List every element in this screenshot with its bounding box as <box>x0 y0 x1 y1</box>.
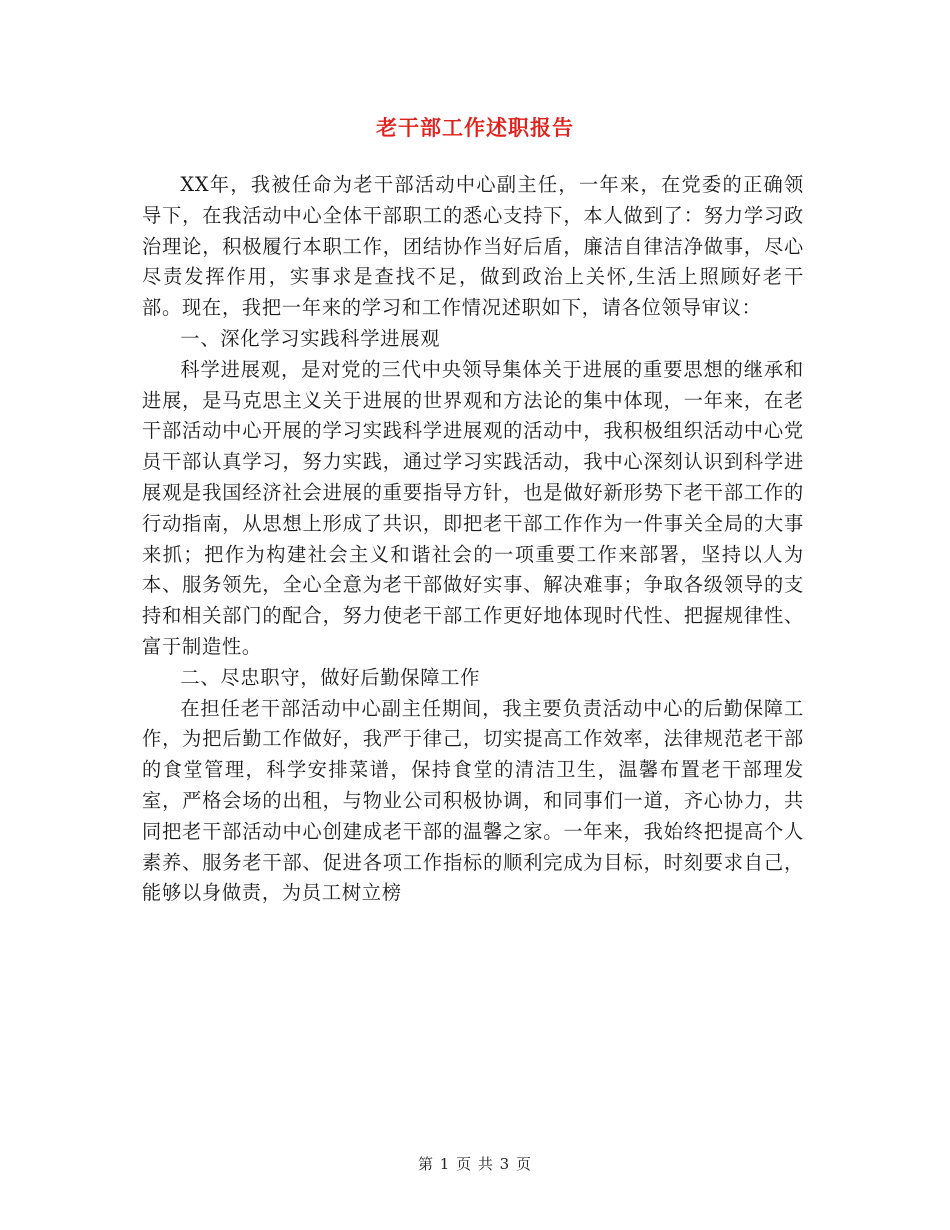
paragraph-section-1: 科学进展观，是对党的三代中央领导集体关于进展的重要思想的继承和进展，是马克思主义关于进展的世界观和方法论的集中体现，一年来，在老干部活动中心开展的学习实践科学进展观的活动中，我积极组织活动中心党员干部认真学习，努力实践，通过学习实践活动，我中心深刻认识到科学进展观是我国经济社会进展的重要指导方针，也是做好新形势下老干部工作的行动指南，从思想上形成了共识，即把老干部工作作为一件事关全局的大事来抓；把作为构建社会主义和谐社会的一项重要工作来部署，坚持以人为本、服务领先，全心全意为老干部做好实事、解决难事；争取各级领导的支持和相关部门的配合，努力使老干部工作更好地体现时代性、把握规律性、富于制造性。 <box>142 357 804 658</box>
document-body <box>142 170 804 909</box>
section-heading-1: 一、深化学习实践科学进展观 <box>180 326 441 350</box>
section-heading-2: 二、尽忠职守，做好后勤保障工作 <box>180 665 481 689</box>
document-title: 老干部工作述职报告 <box>376 115 574 140</box>
page-number-footer: 第 1 页 共 3 页 <box>418 1155 532 1173</box>
paragraph-intro: XX年，我被任命为老干部活动中心副主任，一年来，在党委的正确领导下，在我活动中心全体干部职工的悉心支持下，本人做到了：努力学习政治理论，积极履行本职工作，团结协作当好后盾，廉洁自律洁净做事，尽心尽责发挥作用，实事求是查找不足，做到政治上关怀,生活上照顾好老干部。现在，我把一年来的学习和工作情况述职如下，请各位领导审议： <box>142 173 804 320</box>
paragraph-section-2: 在担任老干部活动中心副主任期间，我主要负责活动中心的后勤保障工作，为把后勤工作做好，我严于律己，切实提高工作效率，法律规范老干部的食堂管理，科学安排菜谱，保持食堂的清洁卫生，温馨布置老干部理发室，严格会场的出租，与物业公司积极协调，和同事们一道，齐心协力，共同把老干部活动中心创建成老干部的温馨之家。一年来，我始终把提高个人素养、服务老干部、促进各项工作指标的顺利完成为目标，时刻要求自己，能够以身做责，为员工树立榜 <box>142 696 804 905</box>
